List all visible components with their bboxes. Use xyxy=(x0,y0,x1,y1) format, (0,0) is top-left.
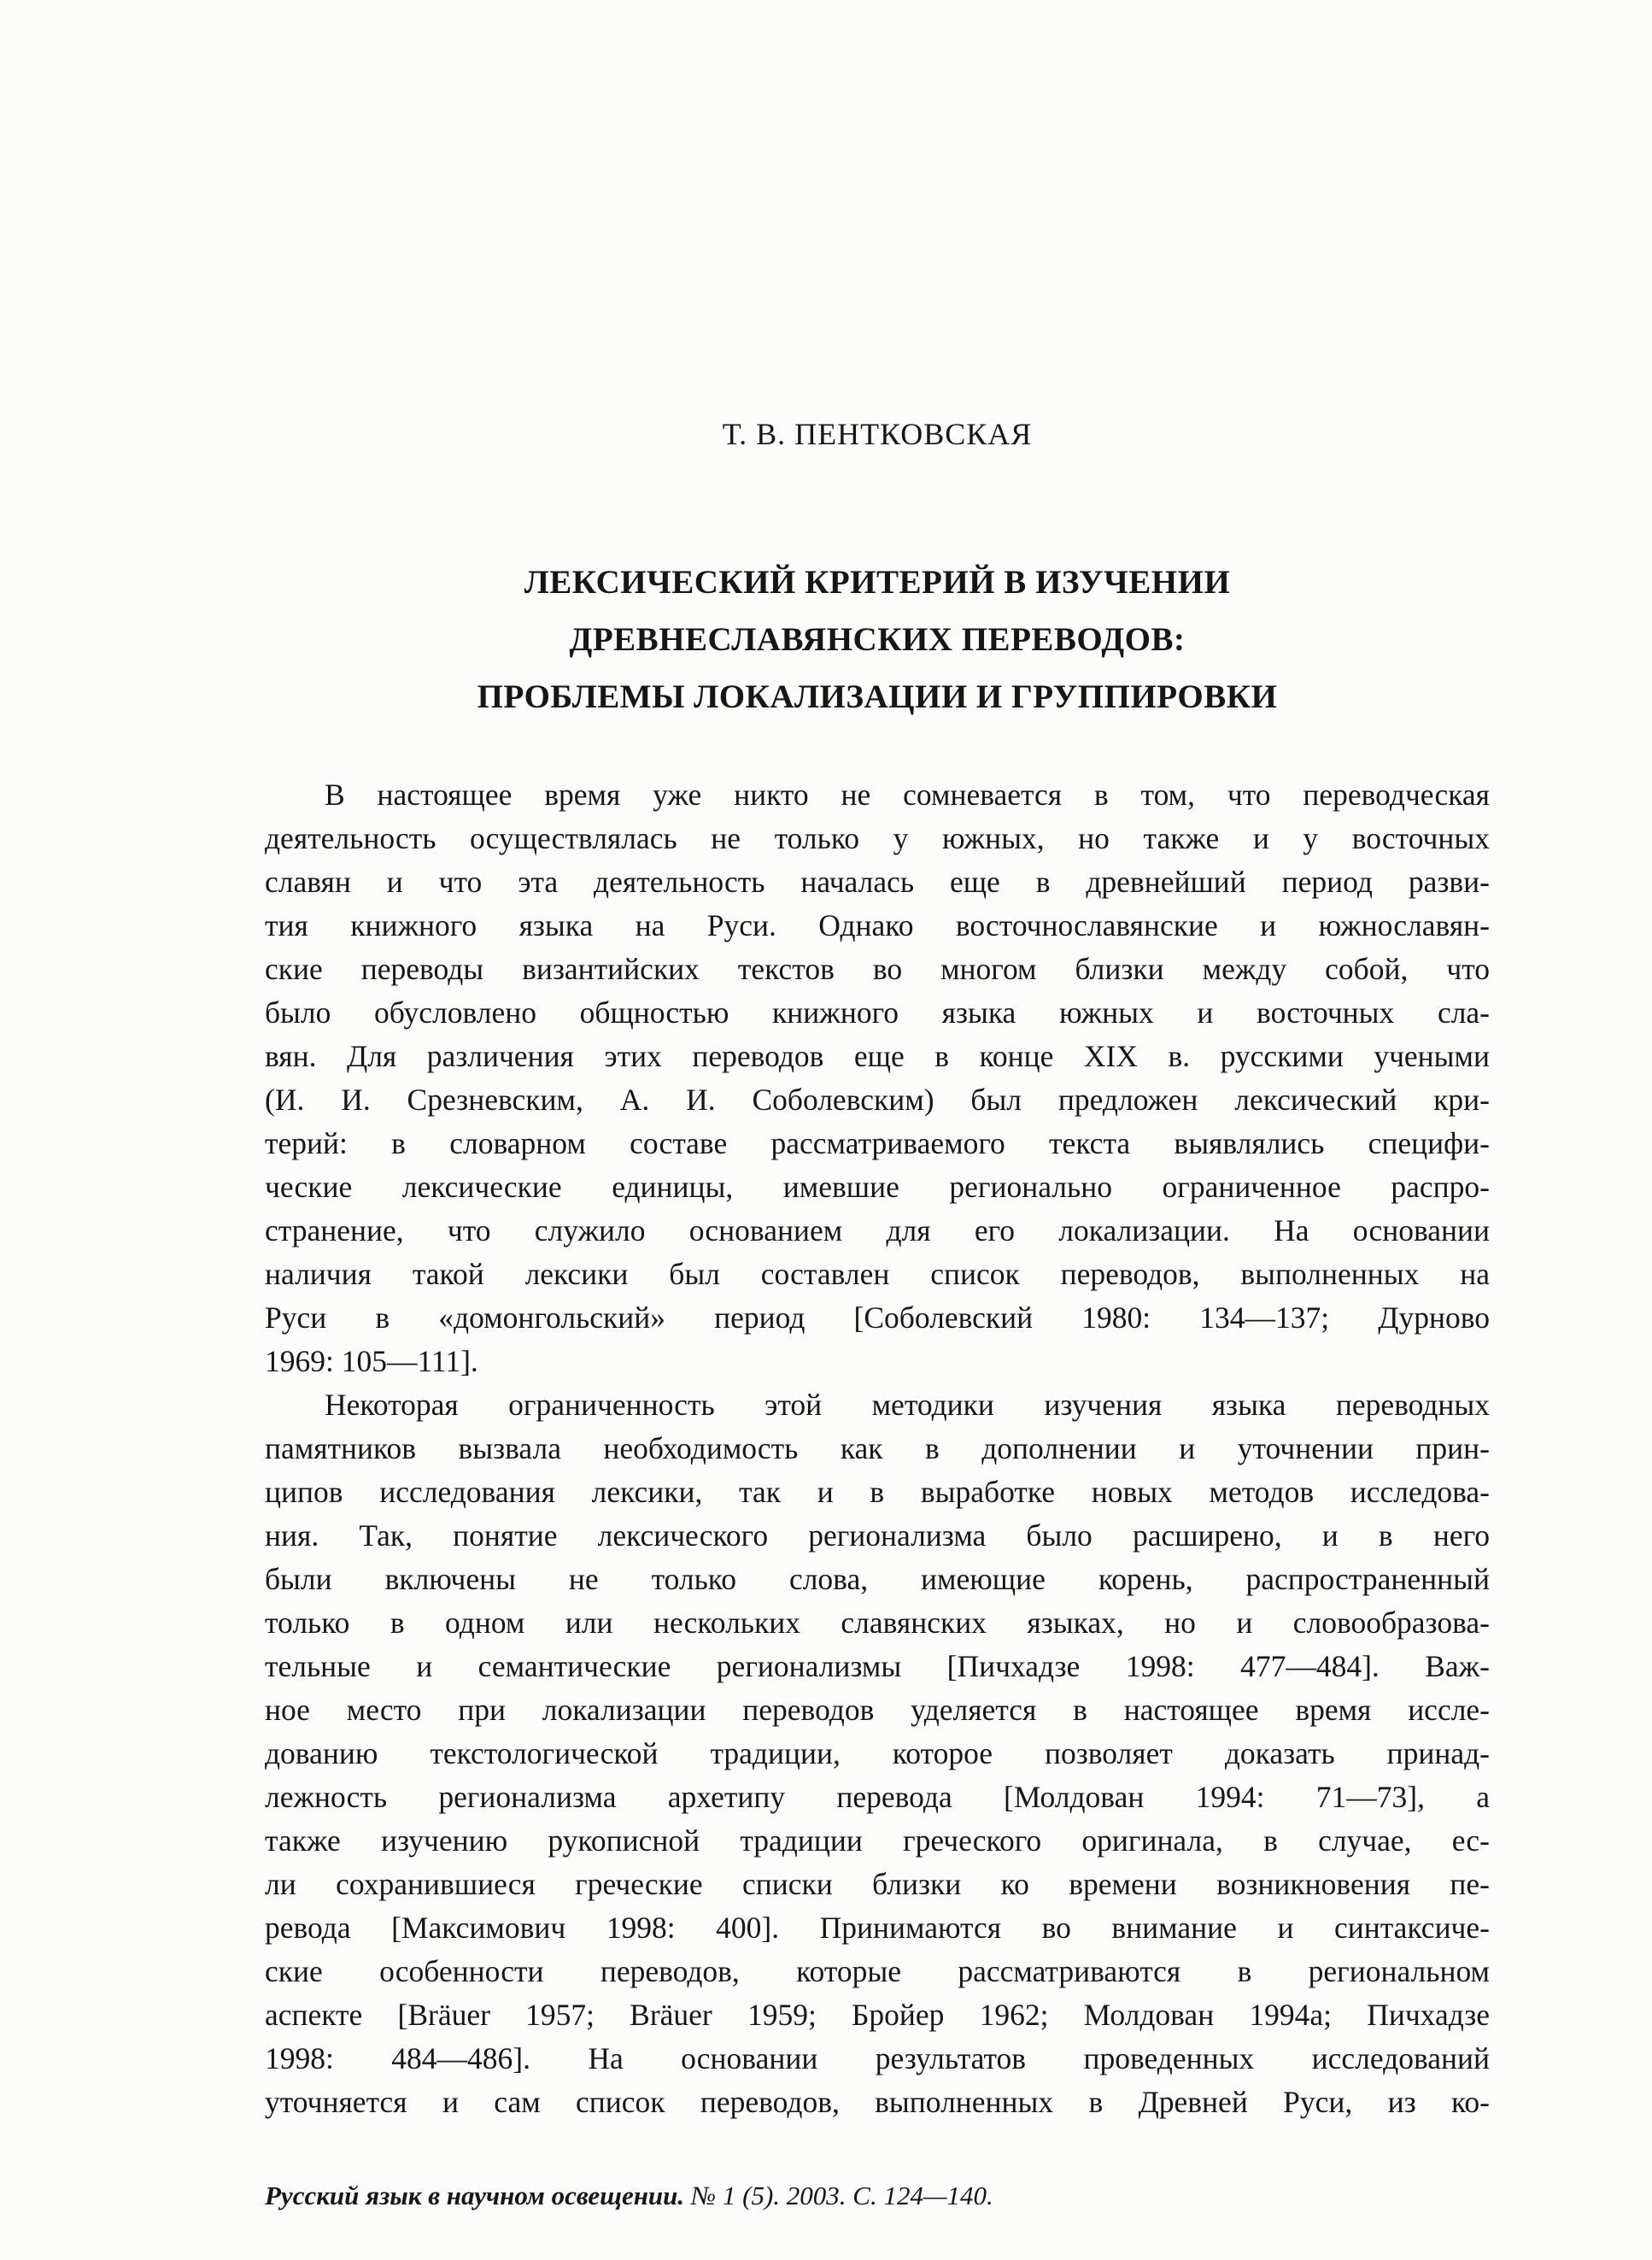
text-line: тия книжного языка на Руси. Однако восточнославянские и южнославян- xyxy=(265,908,1490,942)
text-line: ли сохранившиеся греческие списки близки ко времени возникновения пе- xyxy=(265,1867,1490,1901)
text-line: лежность регионализма архетипу перевода [Молдован 1994: 71—73], а xyxy=(265,1780,1490,1814)
text-line: только в одном или нескольких славянских языках, но и словообразова- xyxy=(265,1605,1490,1640)
text-line: славян и что эта деятельность началась еще в древнейший период разви- xyxy=(265,865,1490,899)
title-line: ЛЕКСИЧЕСКИЙ КРИТЕРИЙ В ИЗУЧЕНИИ xyxy=(524,564,1231,601)
text-line: Некоторая ограниченность этой методики изучения языка переводных xyxy=(325,1388,1490,1422)
text-line: ские особенности переводов, которые рассматриваются в региональном xyxy=(265,1954,1490,1988)
text-line: было обусловлено общностью книжного языка южных и восточных сла- xyxy=(265,995,1490,1030)
author-name: Т. В. ПЕНТКОВСКАЯ xyxy=(722,417,1033,451)
text-line: дованию текстологической традиции, которое позволяет доказать принад- xyxy=(265,1736,1490,1770)
title-line: ПРОБЛЕМЫ ЛОКАЛИЗАЦИИ И ГРУППИРОВКИ xyxy=(477,678,1278,715)
text-line: ния. Так, понятие лексического регионализма было расширено, и в него xyxy=(265,1518,1490,1553)
text-line: Руси в «домонгольский» период [Соболевский 1980: 134—137; Дурново xyxy=(265,1300,1490,1335)
text-line: памятников вызвала необходимость как в дополнении и уточнении прин- xyxy=(265,1431,1490,1465)
text-line: терий: в словарном составе рассматриваемого текста выявлялись специфи- xyxy=(265,1126,1490,1160)
text-line: деятельность осуществлялась не только у южных, но также и у восточных xyxy=(265,821,1490,855)
text-line: ное место при локализации переводов уделяется в настоящее время иссле- xyxy=(265,1693,1490,1727)
text-line: также изучению рукописной традиции греческого оригинала, в случае, ес- xyxy=(265,1823,1490,1858)
footer-citation xyxy=(265,2181,1490,2211)
paragraph xyxy=(265,1383,1490,2124)
text-line: ципов исследования лексики, так и в выработке новых методов исследова- xyxy=(265,1475,1490,1509)
text-line: аспекте [Bräuer 1957; Bräuer 1959; Бройер 1962; Молдован 1994а; Пичхадзе xyxy=(265,1998,1490,2032)
title-line: ДРЕВНЕСЛАВЯНСКИХ ПЕРЕВОДОВ: xyxy=(569,621,1186,658)
text-line: В настоящее время уже никто не сомневается в том, что переводческая xyxy=(325,778,1490,812)
text-line: ревода [Максимович 1998: 400]. Принимаются во внимание и синтаксиче- xyxy=(265,1911,1490,1945)
body-paragraphs xyxy=(265,773,1490,2124)
text-line: (И. И. Срезневским, А. И. Соболевским) был предложен лексический кри- xyxy=(265,1083,1490,1117)
text-line: странение, что служило основанием для его локализации. На основании xyxy=(265,1213,1490,1247)
text-line: были включены не только слова, имеющие корень, распространенный xyxy=(265,1562,1490,1596)
text-line: вян. Для различения этих переводов еще в конце XIX в. русскими учеными xyxy=(265,1039,1490,1073)
text-line: тельные и семантические регионализмы [Пичхадзе 1998: 477—484]. Важ- xyxy=(265,1649,1490,1683)
text-line: ческие лексические единицы, имевшие регионально ограниченное распро- xyxy=(265,1170,1490,1204)
paragraph xyxy=(265,773,1490,1383)
footer-issue-info: № 1 (5). 2003. С. 124—140. xyxy=(684,2181,993,2210)
text-line: уточняется и сам список переводов, выполненных в Древней Руси, из ко- xyxy=(265,2085,1490,2119)
text-line: 1969: 105—111]. xyxy=(265,1344,478,1378)
text-line: 1998: 484—486]. На основании результатов проведенных исследований xyxy=(265,2041,1490,2075)
article-title xyxy=(222,554,1532,725)
journal-name: Русский язык в научном освещении. xyxy=(265,2181,685,2210)
text-line: ские переводы византийских текстов во многом близки между собой, что xyxy=(265,952,1490,986)
text-line: наличия такой лексики был составлен список переводов, выполненных на xyxy=(265,1257,1490,1291)
